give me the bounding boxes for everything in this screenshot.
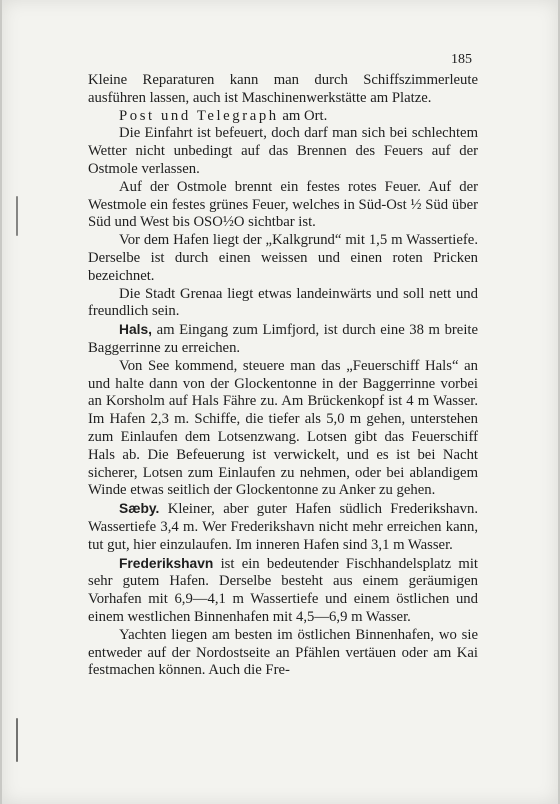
binding-mark-top xyxy=(16,196,18,236)
saeby-text: Kleiner, aber guter Hafen südlich Frederikshavn. Wassertiefe 3,4 m. Wer Frederikshavn nicht mehr erreichen kann, tut gut, hier einzulaufen. Im inneren Hafen sind 3,1 m Wasser. xyxy=(88,501,478,553)
heading-frederikshavn: Frederikshavn xyxy=(119,555,214,571)
page-number: 185 xyxy=(451,52,472,67)
frederikshavn-text: ist ein bedeutender Fischhandelsplatz mit sehr gutem Hafen. Derselbe besteht aus einem geräumigen Vorhafen mit 6,9—4,1 m Wassertiefe und einem östlichen und einem westlichen Binnenhafen mit 4,5—6,9 m Wasser. xyxy=(88,555,478,625)
heading-hals: Hals, xyxy=(119,322,152,338)
paragraph-entrance-lights: Die Einfahrt ist befeuert, doch darf man sich bei schlechtem Wetter nicht unbedingt auf das Brennen des Feuers auf der Ostmole verlassen. xyxy=(88,125,478,177)
paragraph-repairs: Kleine Reparaturen kann man durch Schiffszimmerleute ausführen lassen, auch ist Maschinenwerkstätte am Platze. xyxy=(88,72,478,106)
paragraph-yachts: Yachten liegen am besten im östlichen Binnenhafen, wo sie entweder auf der Nordostseite an Pfählen vertäuen oder am Kai festmachen können. Auch die Fre- xyxy=(88,626,478,679)
paragraph-frederikshavn xyxy=(88,555,478,627)
paragraph-hals-approach: Von See kommend, steuere man das „Feuerschiff Hals“ an und halte dann von der Glockentonne in der Baggerrinne vorbei an Korsholm auf Hals Fähre zu. Am Brückenkopf ist 4 m Wasser. Im Hafen 2,3 m. Schiffe, die tiefer als 5,0 m gehen, unterstehen zum Einlaufen dem Lotsenzwang. Lotsen gibt das Feuerschiff Hals ab. Die Befeuerung ist verwickelt, und es ist bei Nacht sicherer, Lotsen zum Einlaufen zu nehmen, oder bei ablandigem Winde etwas seitlich der Glockentonne zu Anker zu gehen. xyxy=(88,357,478,499)
book-page xyxy=(2,0,558,804)
hals-text: am Eingang zum Limfjord, ist durch eine 38 m breite Baggerrinne zu erreichen. xyxy=(88,322,478,356)
post-telegraph-text: am Ort. xyxy=(278,107,328,124)
paragraph-hals xyxy=(88,321,478,358)
paragraph-mole-lights: Auf der Ostmole brennt ein festes rotes Feuer. Auf der Westmole ein festes grünes Feuer, welches in Süd-Ost ½ Süd über Süd und West bis OSO½O sichtbar ist. xyxy=(88,178,478,231)
heading-saeby: Sæby. xyxy=(119,501,160,517)
paragraph-kalkgrund: Vor dem Hafen liegt der „Kalkgrund“ mit 1,5 m Wassertiefe. Derselbe ist durch einen weissen und einen roten Pricken bezeichnet. xyxy=(88,232,478,284)
paragraph-grenaa-town: Die Stadt Grenaa liegt etwas landeinwärts und soll nett und freundlich sein. xyxy=(88,285,478,320)
paragraph-post-telegraph xyxy=(88,108,478,126)
post-telegraph-label: Post und Telegraph xyxy=(119,107,279,124)
binding-mark-bottom xyxy=(16,718,18,762)
paragraph-saeby xyxy=(88,500,478,554)
page-body xyxy=(88,72,478,680)
